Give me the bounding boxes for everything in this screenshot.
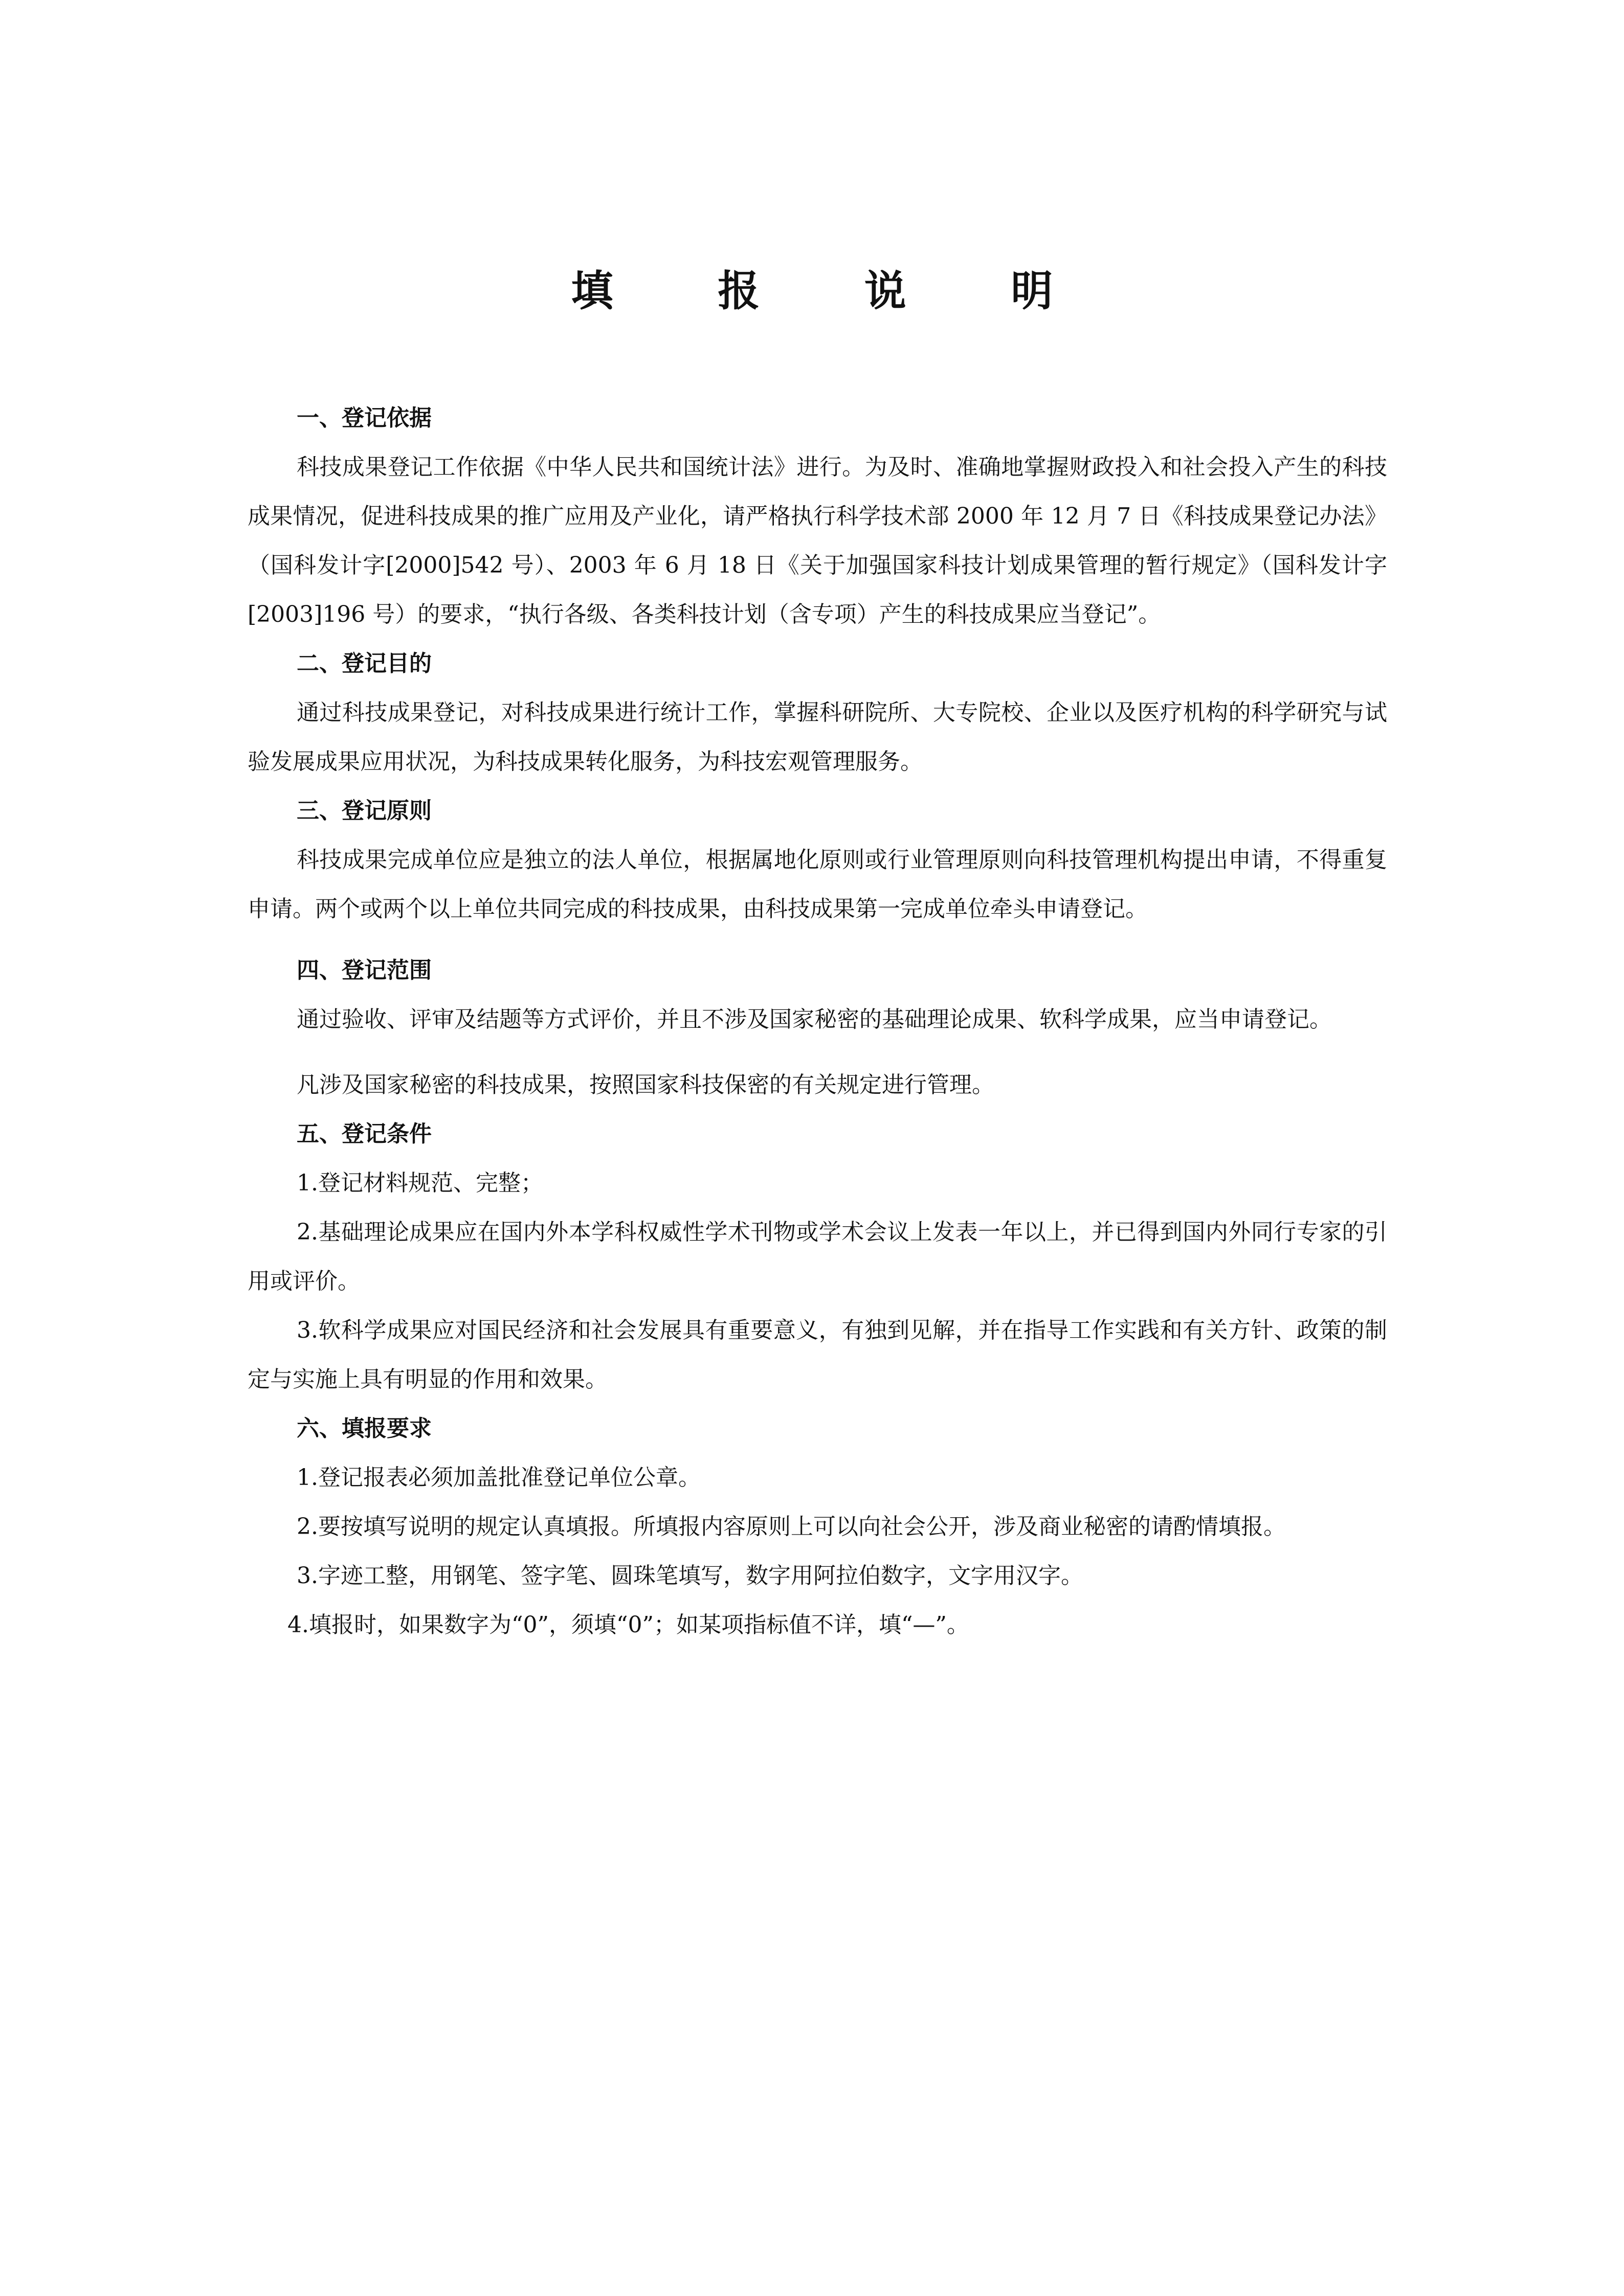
spacer — [248, 934, 1387, 946]
paragraph: 通过验收、评审及结题等方式评价，并且不涉及国家秘密的基础理论成果、软科学成果，应当申请登记。 — [297, 1006, 1332, 1032]
list-item: 2.要按填写说明的规定认真填报。所填报内容原则上可以向社会公开，涉及商业秘密的请酌情填报。 — [297, 1514, 1286, 1540]
spacer — [248, 1044, 1387, 1061]
list-item: 1.登记报表必须加盖批准登记单位公章。 — [297, 1465, 701, 1491]
page-title: 填 报 说 明 — [571, 267, 1098, 316]
paragraph: 通过科技成果登记，对科技成果进行统计工作，掌握科研院所、大专院校、企业以及医疗机构的科学研究与试验发展成果应用状况，为科技成果转化服务，为科技宏观管理服务。 — [248, 700, 1387, 775]
paragraph: 凡涉及国家秘密的科技成果，按照国家科技保密的有关规定进行管理。 — [297, 1072, 994, 1098]
section-heading: 六、填报要求 — [297, 1415, 432, 1442]
list-item: 4.填报时，如果数字为“0”，须填“0”；如某项指标值不详，填“—”。 — [287, 1612, 969, 1638]
section-registration-principle — [248, 786, 1387, 934]
section-filling-requirements — [248, 1404, 1387, 1650]
section-heading: 四、登记范围 — [297, 957, 432, 983]
section-heading: 五、登记条件 — [297, 1121, 432, 1147]
paragraph: 科技成果登记工作依据《中华人民共和国统计法》进行。为及时、准确地掌握财政投入和社会投入产生的科技成果情况，促进科技成果的推广应用及产业化，请严格执行科学技术部 2000 年 12 月 7 日《科技成果登记办法》（国科发计字[2000]542 号）、2003 年 6 月 18 日《关于加强国家科技计划成果管理的暂行规定》（国科发计字[2003]196 号）的要求，“执行各级、各类科技计划（含专项）产生的科技成果应当登记”。 — [248, 454, 1387, 627]
section-registration-scope — [248, 946, 1387, 1110]
section-heading: 一、登记依据 — [297, 405, 432, 431]
section-heading: 三、登记原则 — [297, 798, 432, 824]
section-registration-basis — [248, 394, 1387, 639]
paragraph: 科技成果完成单位应是独立的法人单位，根据属地化原则或行业管理原则向科技管理机构提出申请，不得重复申请。两个或两个以上单位共同完成的科技成果，由科技成果第一完成单位牵头申请登记。 — [248, 847, 1387, 922]
list-item: 3.软科学成果应对国民经济和社会发展具有重要意义，有独到见解，并在指导工作实践和有关方针、政策的制定与实施上具有明显的作用和效果。 — [248, 1317, 1387, 1392]
section-registration-conditions — [248, 1110, 1387, 1404]
list-item: 3.字迹工整，用钢笔、签字笔、圆珠笔填写，数字用阿拉伯数字，文字用汉字。 — [297, 1563, 1083, 1589]
list-item: 2.基础理论成果应在国内外本学科权威性学术刊物或学术会议上发表一年以上，并已得到国内外同行专家的引用或评价。 — [248, 1219, 1387, 1294]
document-body — [248, 394, 1387, 1650]
list-item: 1.登记材料规范、完整； — [297, 1170, 543, 1196]
section-heading: 二、登记目的 — [297, 650, 432, 677]
section-registration-purpose — [248, 639, 1387, 786]
